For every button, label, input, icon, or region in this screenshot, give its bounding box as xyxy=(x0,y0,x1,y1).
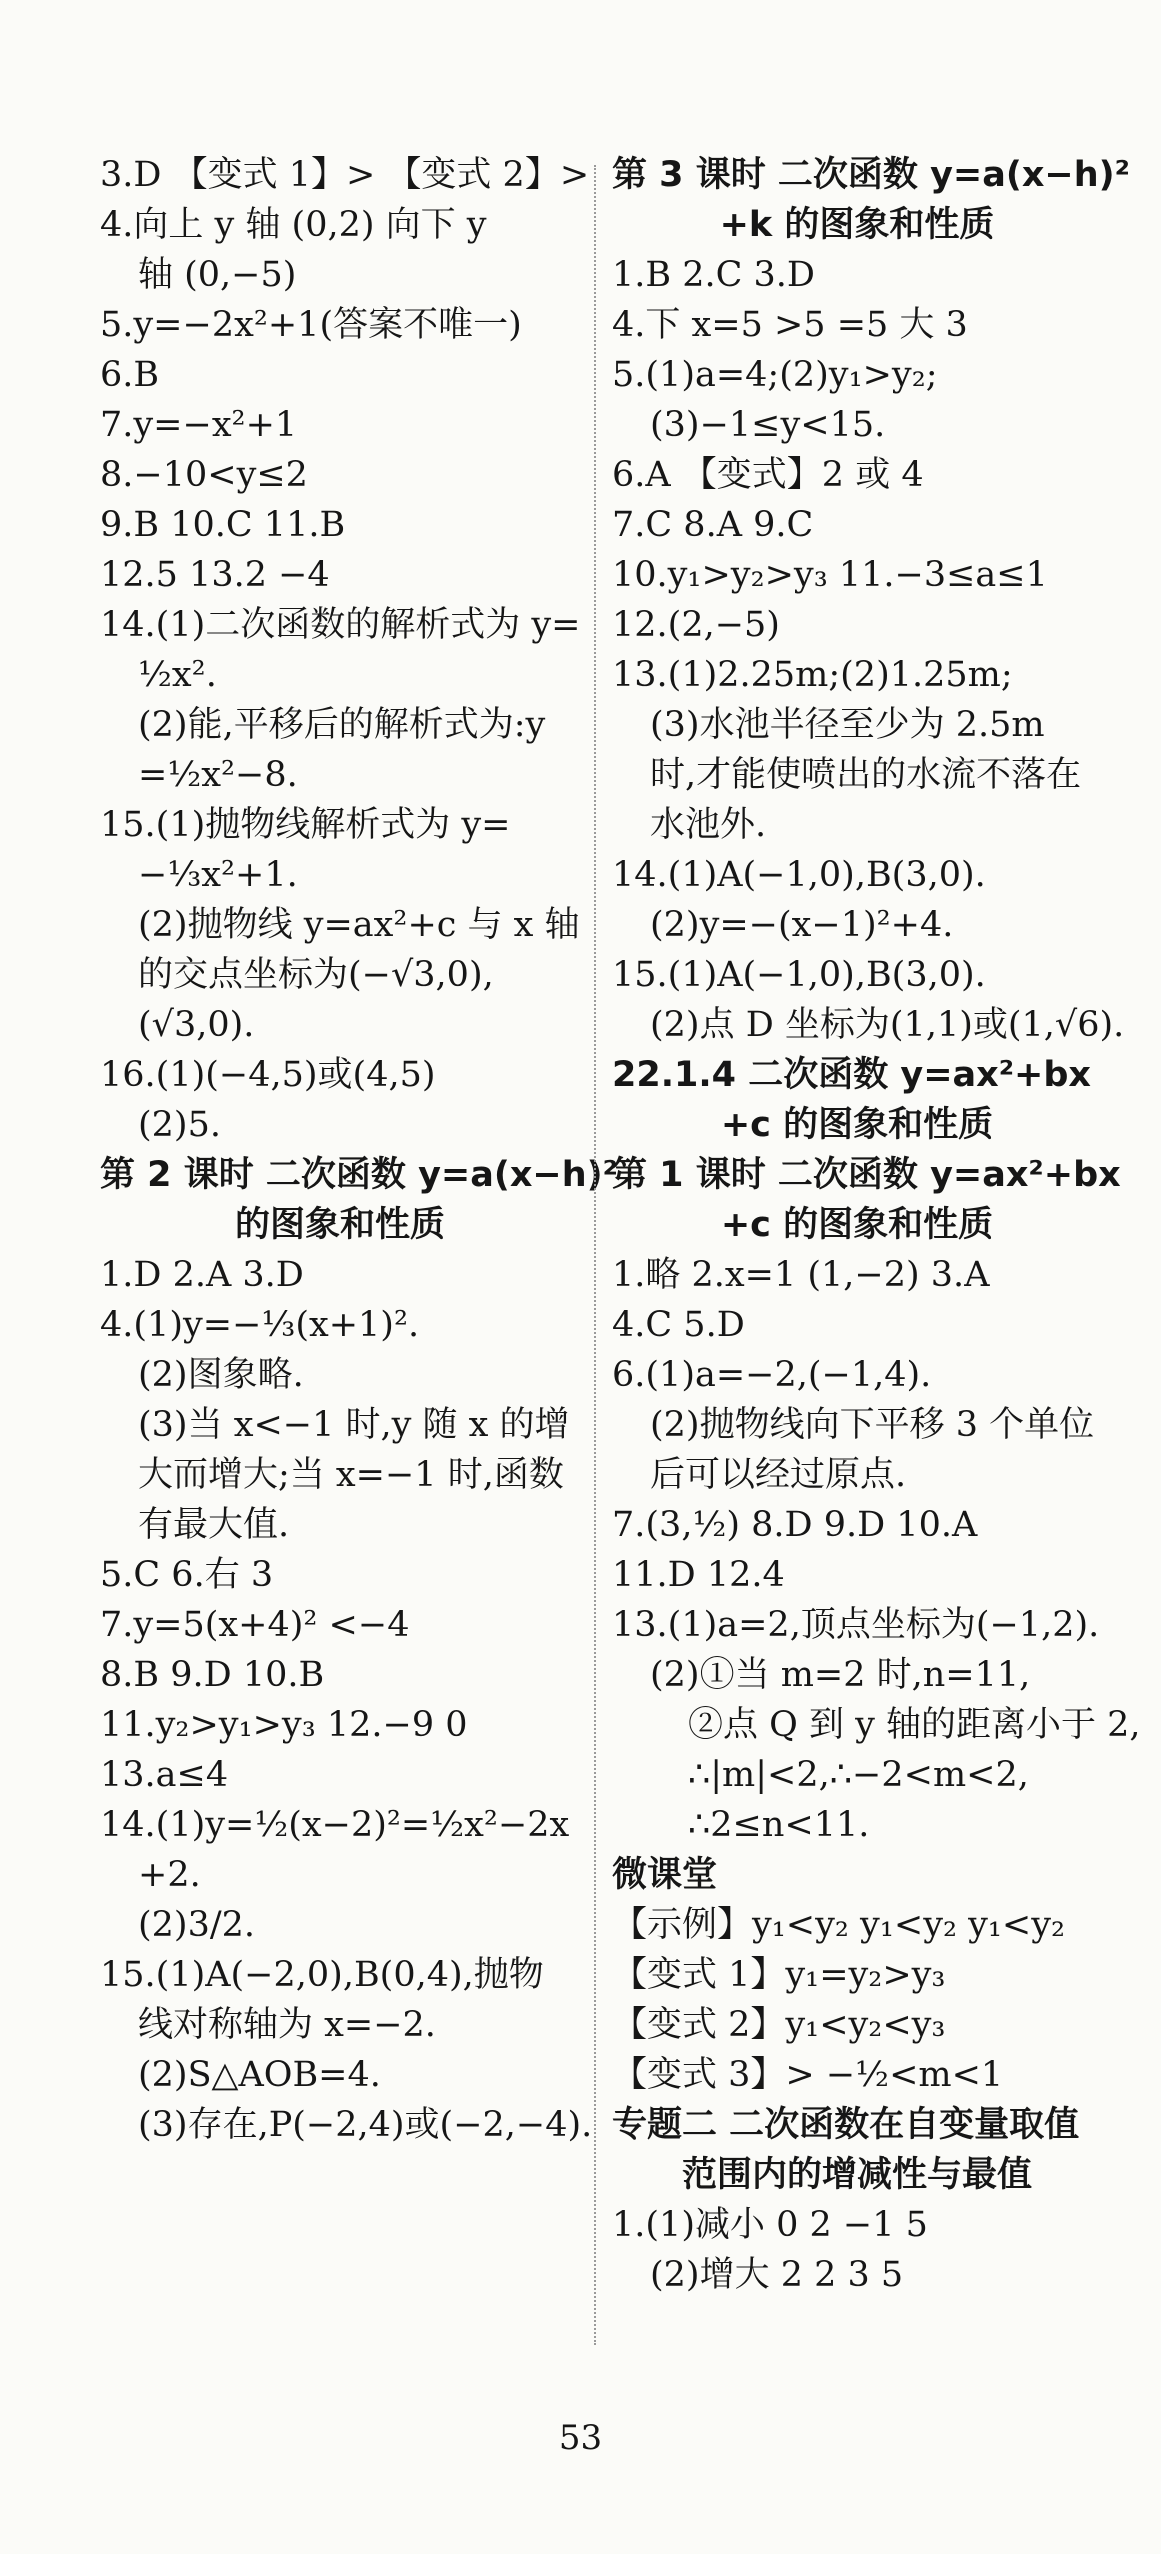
answer-line: (2)增大 2 2 3 5 xyxy=(650,2255,904,2295)
answer-line: ½x². xyxy=(138,655,217,695)
answer-line: 有最大值. xyxy=(138,1505,290,1545)
answer-line: ∴2≤n<11. xyxy=(688,1805,870,1845)
answer-line: (2)点 D 坐标为(1,1)或(1,√6). xyxy=(650,1005,1125,1045)
section-heading: 范围内的增减性与最值 xyxy=(681,2155,1032,2195)
answer-line: (2)S△AOB=4. xyxy=(138,2055,381,2095)
answer-line: 4.C 5.D xyxy=(612,1305,745,1345)
answer-line: (2)抛物线向下平移 3 个单位 xyxy=(650,1405,1095,1445)
answer-line: 14.(1)A(−1,0),B(3,0). xyxy=(612,855,986,895)
answer-line: 1.D 2.A 3.D xyxy=(100,1255,304,1295)
answer-line: 【示例】y₁<y₂ y₁<y₂ y₁<y₂ xyxy=(612,1905,1066,1945)
answer-line: 15.(1)A(−1,0),B(3,0). xyxy=(612,955,986,995)
section-heading: +c 的图象和性质 xyxy=(720,1105,994,1145)
answer-line: ②点 Q 到 y 轴的距离小于 2, xyxy=(688,1705,1141,1745)
answer-line: 5.C 6.右 3 xyxy=(100,1555,274,1595)
section-heading: 专题二 二次函数在自变量取值 xyxy=(612,2105,1080,2145)
answer-line: 后可以经过原点. xyxy=(650,1455,907,1495)
answer-line: 6.A 【变式】2 或 4 xyxy=(612,455,924,495)
answer-line: (3)存在,P(−2,4)或(−2,−4). xyxy=(138,2105,593,2145)
answer-line: 9.B 10.C 11.B xyxy=(100,505,346,545)
answer-line: 15.(1)抛物线解析式为 y= xyxy=(100,805,511,845)
answer-line: (2)抛物线 y=ax²+c 与 x 轴 xyxy=(138,905,580,945)
answer-line: 【变式 1】y₁=y₂>y₃ xyxy=(612,1955,946,1995)
answer-line: 【变式 2】y₁<y₂<y₃ xyxy=(612,2005,946,2045)
answer-line: 8.−10<y≤2 xyxy=(100,455,308,495)
answer-line: (2)能,平移后的解析式为:y xyxy=(138,705,546,745)
answer-line: 1.(1)减小 0 2 −1 5 xyxy=(612,2205,928,2245)
answer-line: 水池外. xyxy=(650,805,767,845)
answer-line: (2)5. xyxy=(138,1105,221,1145)
answer-line: (2)3/2. xyxy=(138,1905,256,1945)
answer-line: 1.B 2.C 3.D xyxy=(612,255,815,295)
answer-line: 11.y₂>y₁>y₃ 12.−9 0 xyxy=(100,1705,468,1745)
section-heading: 第 3 课时 二次函数 y=a(x−h)² xyxy=(612,155,1130,195)
section-heading: +c 的图象和性质 xyxy=(720,1205,994,1245)
answer-line: 14.(1)二次函数的解析式为 y= xyxy=(100,605,581,645)
answer-line: 4.下 x=5 >5 =5 大 3 xyxy=(612,305,968,345)
answer-line: 14.(1)y=½(x−2)²=½x²−2x xyxy=(100,1805,570,1845)
answer-line: −⅓x²+1. xyxy=(138,855,298,895)
answer-line: 15.(1)A(−2,0),B(0,4),抛物 xyxy=(100,1955,544,1995)
answer-line: ∴|m|<2,∴−2<m<2, xyxy=(688,1755,1029,1795)
answer-line: +2. xyxy=(138,1855,201,1895)
answer-line: 的交点坐标为(−√3,0), xyxy=(138,955,494,995)
answer-line: 3.D 【变式 1】> 【变式 2】> xyxy=(100,155,590,195)
answer-line: 16.(1)(−4,5)或(4,5) xyxy=(100,1055,436,1095)
answer-line: 12.(2,−5) xyxy=(612,605,780,645)
answer-line: 轴 (0,−5) xyxy=(138,255,297,295)
section-heading: 的图象和性质 xyxy=(234,1205,445,1245)
answer-line: (2)图象略. xyxy=(138,1355,304,1395)
page-number: 53 xyxy=(558,2418,603,2458)
answer-line: 7.C 8.A 9.C xyxy=(612,505,814,545)
answer-line: 时,才能使喷出的水流不落在 xyxy=(650,755,1082,795)
right-answer-column xyxy=(612,150,1141,2300)
answer-line: (√3,0). xyxy=(138,1005,255,1045)
answer-line: 【变式 3】> −½<m<1 xyxy=(612,2055,1004,2095)
column-divider xyxy=(594,165,596,2345)
answer-line: 11.D 12.4 xyxy=(612,1555,785,1595)
section-heading: 第 1 课时 二次函数 y=ax²+bx xyxy=(612,1155,1121,1195)
answer-line: (3)当 x<−1 时,y 随 x 的增 xyxy=(138,1405,570,1445)
answer-line: (3)水池半径至少为 2.5m xyxy=(650,705,1045,745)
answer-line: 8.B 9.D 10.B xyxy=(100,1655,325,1695)
answer-line: 7.y=−x²+1 xyxy=(100,405,298,445)
answer-line: 5.(1)a=4;(2)y₁>y₂; xyxy=(612,355,938,395)
section-heading: 22.1.4 二次函数 y=ax²+bx xyxy=(612,1055,1091,1095)
answer-line: 10.y₁>y₂>y₃ 11.−3≤a≤1 xyxy=(612,555,1048,595)
answer-line: 线对称轴为 x=−2. xyxy=(138,2005,436,2045)
answer-line: =½x²−8. xyxy=(138,755,298,795)
answer-line: 4.(1)y=−⅓(x+1)². xyxy=(100,1305,420,1345)
answer-line: 6.(1)a=−2,(−1,4). xyxy=(612,1355,932,1395)
answer-line: 7.(3,½) 8.D 9.D 10.A xyxy=(612,1505,978,1545)
answer-line: 5.y=−2x²+1(答案不唯一) xyxy=(100,305,522,345)
answer-line: 12.5 13.2 −4 xyxy=(100,555,330,595)
section-heading: 第 2 课时 二次函数 y=a(x−h)² xyxy=(100,1155,618,1195)
answer-line: (2)①当 m=2 时,n=11, xyxy=(650,1655,1031,1695)
answer-line: (2)y=−(x−1)²+4. xyxy=(650,905,954,945)
left-answer-column xyxy=(100,150,618,2150)
answer-line: 13.(1)a=2,顶点坐标为(−1,2). xyxy=(612,1605,1100,1645)
section-heading: 微课堂 xyxy=(612,1855,718,1895)
answer-line: 6.B xyxy=(100,355,160,395)
answer-line: 1.略 2.x=1 (1,−2) 3.A xyxy=(612,1255,990,1295)
answer-line: 4.向上 y 轴 (0,2) 向下 y xyxy=(100,205,487,245)
answer-line: 13.(1)2.25m;(2)1.25m; xyxy=(612,655,1013,695)
section-heading: +k 的图象和性质 xyxy=(719,205,995,245)
answer-line: 7.y=5(x+4)² <−4 xyxy=(100,1605,410,1645)
answer-line: (3)−1≤y<15. xyxy=(650,405,886,445)
answer-line: 大而增大;当 x=−1 时,函数 xyxy=(138,1455,564,1495)
answer-line: 13.a≤4 xyxy=(100,1755,229,1795)
